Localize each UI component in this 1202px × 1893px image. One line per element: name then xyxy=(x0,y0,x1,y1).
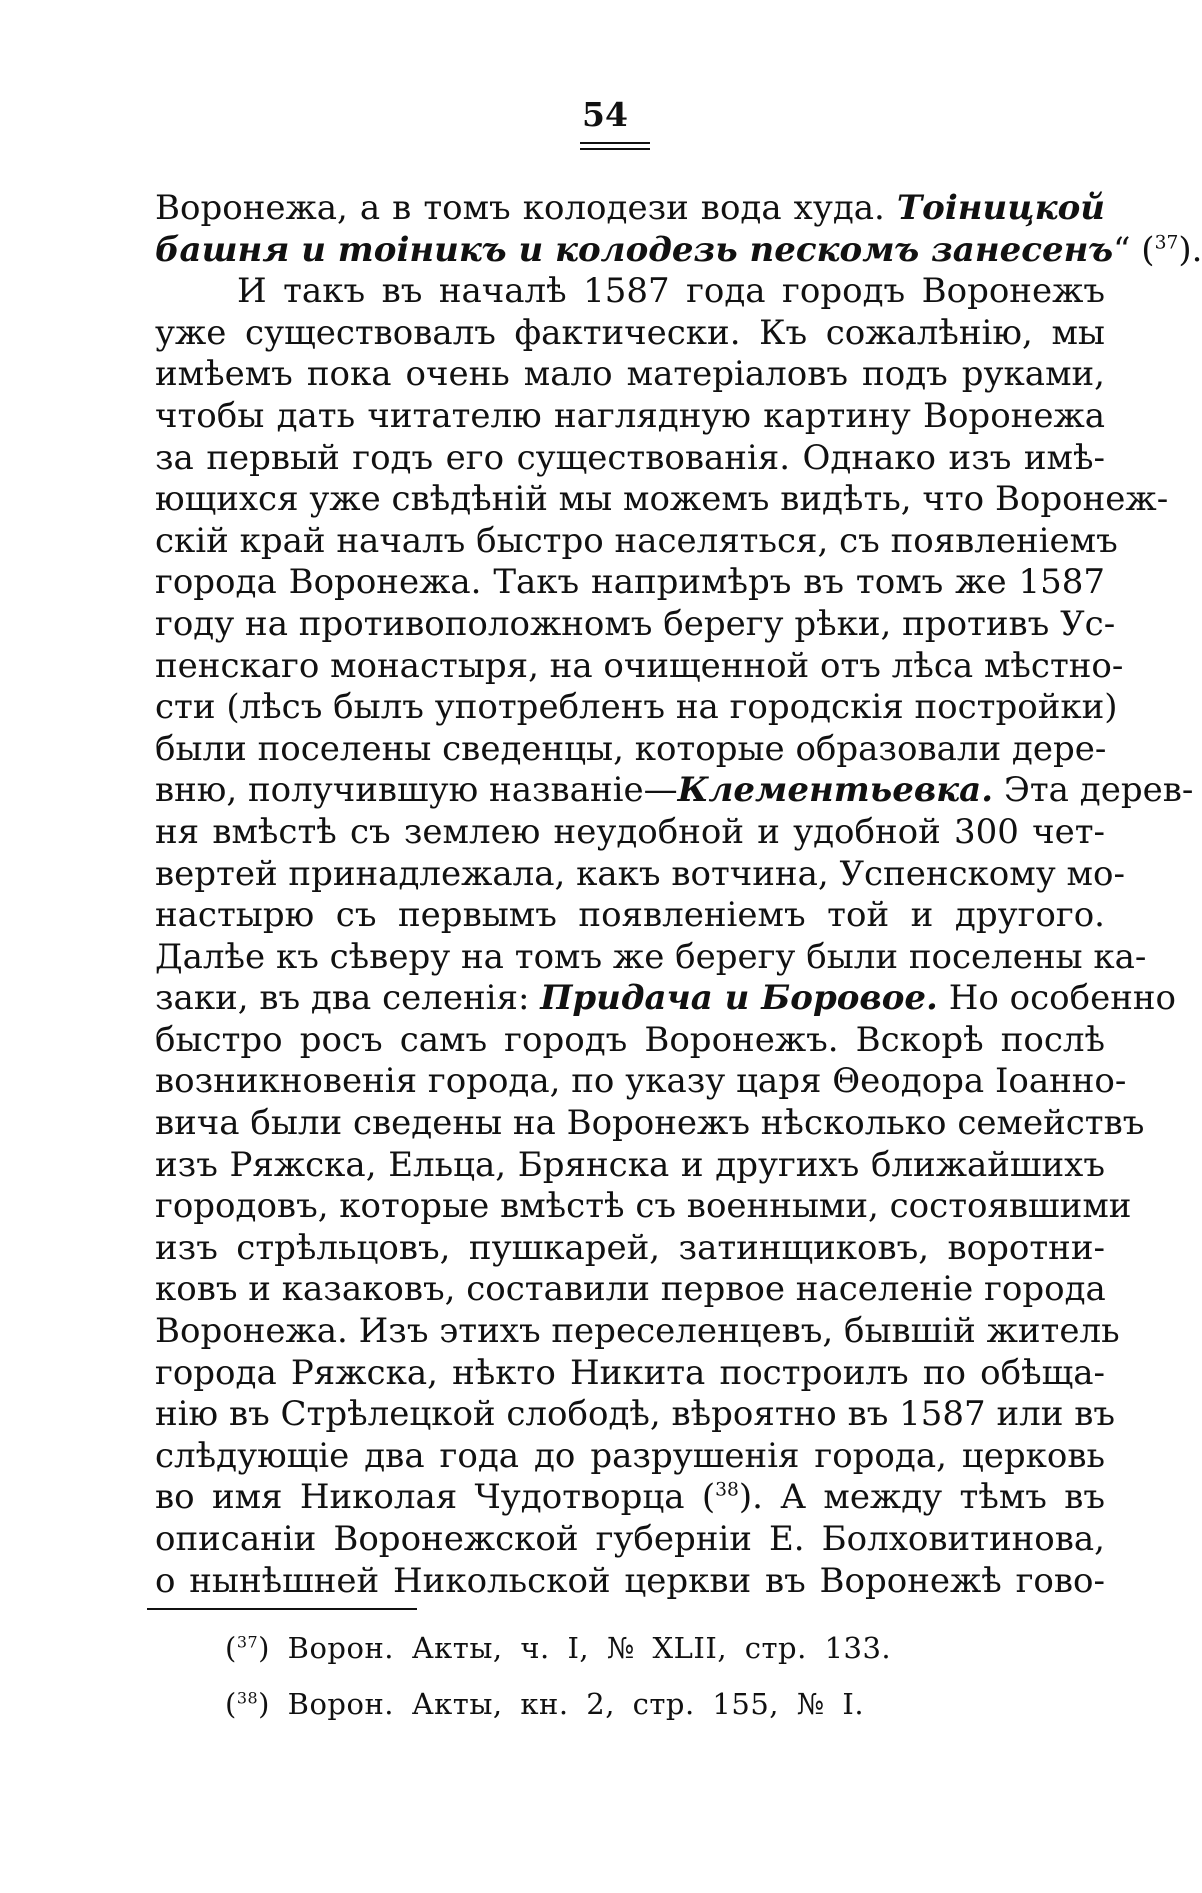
text-line: о нынѣшней Никольской церкви въ Воронежѣ гово- xyxy=(155,1560,1105,1601)
text-line: вича были сведены на Воронежъ нѣсколько семействъ xyxy=(155,1103,1145,1144)
footnotes xyxy=(225,1620,1025,1732)
text-line: города Ряжска, нѣкто Никита построилъ по обѣща- xyxy=(155,1352,1105,1393)
text-line: ющихся уже свѣдѣнiй мы можемъ видѣть, что Воронеж- xyxy=(155,479,1169,520)
text-line: настырю съ первымъ появленiемъ той и другого. xyxy=(155,895,1105,936)
text-line: заки, въ два селенiя: Придача и Боровое. Но особенно xyxy=(155,978,1177,1019)
text-line: описанiи Воронежской губернiи Е. Болховитинова, xyxy=(155,1519,1105,1559)
italic-place-name: Придача и Боровое. xyxy=(540,978,938,1019)
footnote: ($^{38}$) Ворон. Акты, кн. 2, стр. 155, № I. xyxy=(225,1687,865,1721)
text-line: вню, получившую названiе—Клементьевка. Эта дерев- xyxy=(155,770,1194,811)
body-text xyxy=(155,188,1202,1602)
text-line: имѣемъ пока очень мало матерiаловъ подъ руками, xyxy=(155,354,1105,395)
text-line: возникновенiя города, по указу царя Θеодора Iоанно- xyxy=(155,1061,1127,1102)
text-line: скiй край началъ быстро населяться, съ появленiемъ xyxy=(155,520,1118,561)
text-line: сти (лѣсъ былъ употребленъ на городскiя постройки) xyxy=(155,687,1118,728)
text-line: вертей принадлежала, какъ вотчина, Успенскому мо- xyxy=(155,853,1125,894)
text-line: изъ Ряжска, Ельца, Брянска и другихъ ближайшихъ xyxy=(155,1144,1105,1185)
text-line: слѣдующiе два года до разрушенiя города, церковь xyxy=(155,1435,1105,1476)
page-number-rule xyxy=(580,142,650,144)
footnote-number: 37 xyxy=(236,1632,259,1652)
page-number-rule xyxy=(580,148,650,150)
text-line: И такъ въ началѣ 1587 года городъ Воронежъ xyxy=(237,271,1105,312)
footnote-number: 38 xyxy=(236,1688,259,1708)
text-line: быстро росъ самъ городъ Воронежъ. Вскорѣ послѣ xyxy=(155,1019,1105,1060)
text-line: Воронежа, а в томъ колодези вода худа. Тоiницкой xyxy=(155,188,1105,228)
text-line: были поселены сведенцы, которые образовали дере- xyxy=(155,728,1107,769)
footnote-divider xyxy=(147,1608,417,1610)
text-line: ковъ и казаковъ, составили первое населенiе города xyxy=(155,1269,1106,1310)
text-line: ня вмѣстѣ съ землею неудобной и удобной 300 чет- xyxy=(155,811,1105,852)
footnote-ref: 38 xyxy=(715,1480,739,1502)
text-line: Далѣе къ сѣверу на томъ же берегу были поселены ка- xyxy=(155,936,1147,977)
text-line: пенскаго монастыря, на очищенной отъ лѣса мѣстно- xyxy=(155,645,1124,686)
text-line: города Воронежа. Такъ напримѣръ въ томъ же 1587 xyxy=(155,562,1105,603)
text-line: году на противоположномъ берегу рѣки, противъ Ус- xyxy=(155,603,1116,644)
italic-place-name: Клементьевка. xyxy=(677,770,994,811)
text-line: башня и тоiникъ и колодезь пескомъ занесенъ“ ($^{37}$). xyxy=(155,229,1202,270)
text-line: чтобы дать читателю наглядную картину Воронежа xyxy=(155,395,1105,436)
text-line: Воронежа. Изъ этихъ переселенцевъ, бывшiй житель xyxy=(155,1311,1120,1352)
footnote-ref: 37 xyxy=(1154,232,1179,254)
text-line: уже существовалъ фактически. Къ сожалѣнiю, мы xyxy=(155,312,1105,353)
text-line: во имя Николая Чудотворца ($^{38}$). А между тѣмъ въ xyxy=(155,1477,1105,1518)
page-number: 54 xyxy=(582,95,628,134)
text-line: нiю въ Стрѣлецкой слободѣ, вѣроятно въ 1587 или въ xyxy=(155,1394,1115,1435)
text-line: изъ стрѣльцовъ, пушкарей, затинщиковъ, воротни- xyxy=(155,1227,1105,1268)
italic-quote: Тоiницкой xyxy=(896,188,1105,228)
text-line: городовъ, которые вмѣстѣ съ военными, состоявшими xyxy=(155,1186,1132,1227)
footnote: ($^{37}$) Ворон. Акты, ч. I, № XLII, стр. 133. xyxy=(225,1631,892,1665)
text-line: за первый годъ его существованiя. Однако изъ имѣ- xyxy=(155,437,1105,478)
italic-quote: башня и тоiникъ и колодезь пескомъ занесенъ xyxy=(155,229,1114,270)
